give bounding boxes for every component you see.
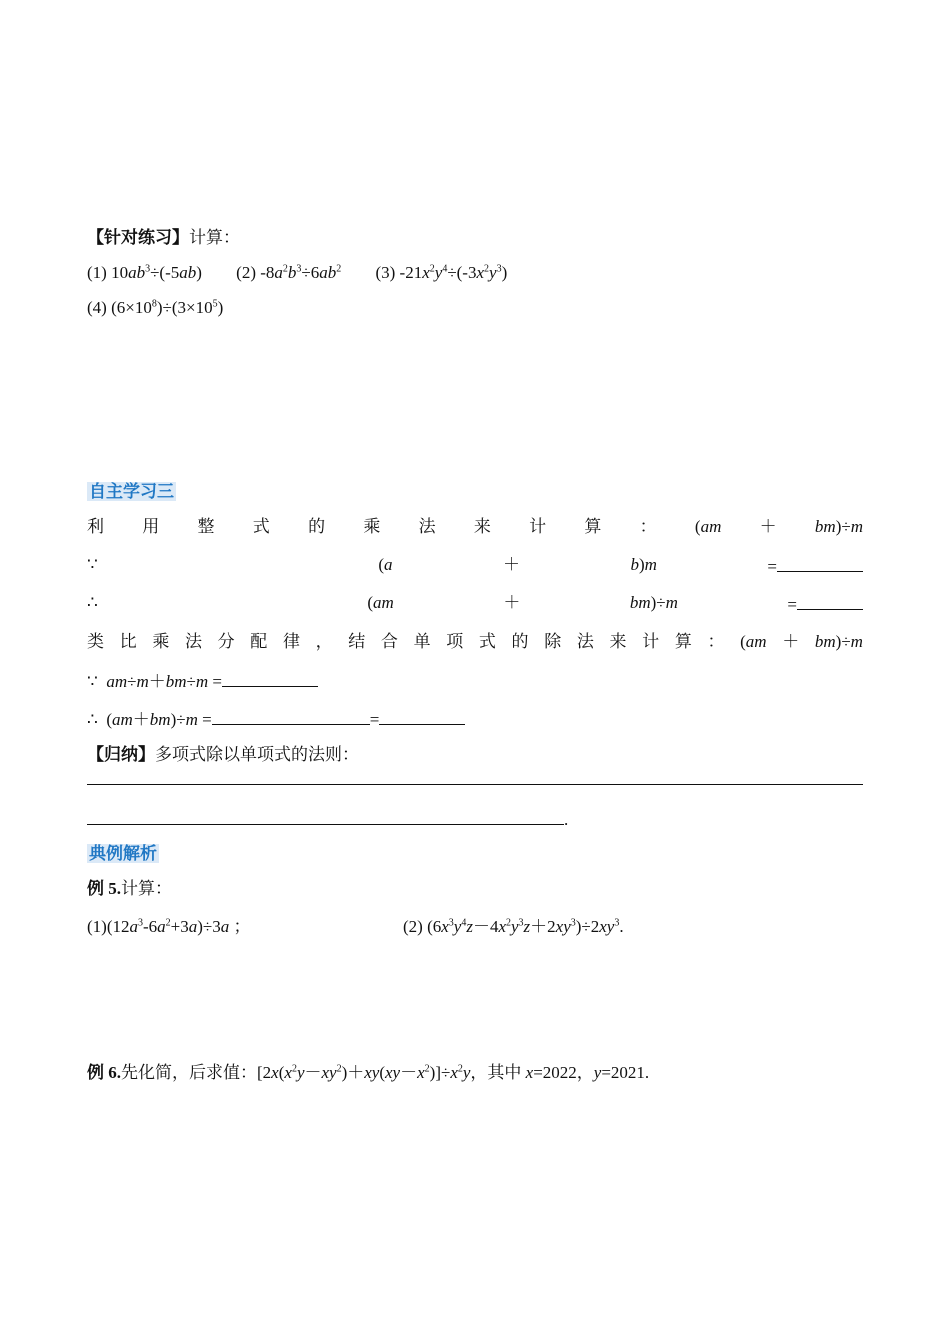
char: ，: [315, 632, 333, 651]
example-5-label: 例 5.: [87, 879, 121, 898]
summary-answer-rule-1[interactable]: [87, 784, 863, 785]
practice-title-suffix: 计算：: [189, 228, 240, 247]
self-study-line-4: [87, 631, 863, 653]
char: 结: [348, 632, 366, 651]
math-token: b)m: [630, 555, 657, 574]
summary-text: 多项式除以单项式的法则：: [155, 745, 359, 764]
answer-blank[interactable]: [87, 807, 564, 825]
char: 的: [511, 632, 529, 651]
because-symbol: ∵: [87, 672, 98, 691]
answer-blank[interactable]: [212, 707, 370, 725]
practice-heading: [87, 227, 240, 249]
char: 式: [252, 517, 270, 536]
math-token: (am: [694, 517, 722, 536]
math-token: bm)÷m: [629, 593, 678, 612]
char: 计: [529, 517, 547, 536]
answer-blank[interactable]: [379, 707, 465, 725]
practice-problems-row1: [87, 262, 507, 284]
char: 类: [87, 632, 104, 651]
summary-line: [87, 744, 359, 766]
answer-blank[interactable]: [222, 669, 318, 687]
char: 配: [250, 632, 268, 651]
answer-blank[interactable]: [797, 592, 863, 610]
example-5-text: 计算：: [121, 879, 172, 898]
practice-problem-3: (3) $-21x^2y^4\div(-3x^2y^3)$: [375, 263, 508, 282]
answer-blank[interactable]: [777, 554, 863, 572]
math-token: (am: [367, 593, 394, 612]
math-token: (a: [378, 555, 393, 574]
math-token: ＋: [502, 555, 520, 574]
because-symbol: ∵: [87, 555, 98, 574]
char: 乘: [152, 632, 170, 651]
example-5-heading: [87, 878, 172, 900]
examples-title: 典例解析: [89, 844, 157, 863]
char: 利: [87, 517, 104, 536]
self-study-line-5: [87, 669, 318, 693]
char: 比: [119, 632, 137, 651]
char: 用: [142, 517, 160, 536]
math-token: =: [767, 554, 863, 576]
math-token: bm)÷m: [814, 632, 863, 651]
math-token: =: [787, 592, 863, 614]
example-5-problem-2-line: [403, 916, 624, 938]
char: 整: [197, 517, 215, 536]
self-study-line-3: [87, 592, 863, 614]
practice-problem-2: (2) $-8a^2b^3\div 6ab^2$: [236, 263, 342, 282]
self-study-line-2: [87, 554, 863, 576]
math-expression: am÷m＋bm÷m =: [106, 672, 222, 691]
char: ：: [707, 632, 725, 651]
self-study-line-6: ∴ (am＋bm)÷m = =: [87, 707, 465, 731]
char: 算: [674, 632, 692, 651]
math-token: ＋: [759, 517, 777, 536]
char: 法: [418, 517, 436, 536]
self-study-title: 自主学习三: [89, 482, 174, 501]
examples-heading: [87, 843, 159, 865]
char: 乘: [363, 517, 381, 536]
char: 来: [609, 632, 627, 651]
example-6-label: 例 6.: [87, 1063, 121, 1082]
math-token: ＋: [503, 593, 521, 612]
example-6: [87, 1062, 649, 1084]
practice-title: 【针对练习】: [87, 228, 189, 247]
example-5-problem-1: $(1)(12a^3-6a^2+3a)\div 3a$ ；: [87, 917, 251, 936]
self-study-heading: [87, 481, 176, 503]
char: 律: [282, 632, 300, 651]
char: 式: [478, 632, 496, 651]
char: 项: [446, 632, 464, 651]
therefore-symbol: ∴: [87, 710, 98, 729]
practice-problem-1: (1) $10ab^3\div(-5ab)$: [87, 263, 202, 282]
math-token: (am: [740, 632, 767, 651]
char: 计: [642, 632, 660, 651]
char: 法: [576, 632, 594, 651]
practice-problem-4: (4) $(6\times 10^8)\div(3\times 10^5)$: [87, 298, 224, 317]
summary-title: 【归纳】: [87, 745, 155, 764]
char: 单: [413, 632, 431, 651]
char: 分: [217, 632, 235, 651]
math-token: ＋: [782, 632, 800, 651]
math-expression: (am＋bm)÷m =: [106, 710, 212, 729]
example-6-expression: $[2x(x^2y-xy^2)+xy(xy-x^2)]\div x^2y$，其中 x=2022，y=2021.: [257, 1063, 650, 1082]
math-token: bm)÷m: [814, 517, 863, 536]
char: 法: [184, 632, 202, 651]
char: 算: [584, 517, 602, 536]
char: 合: [380, 632, 398, 651]
example-6-text: 先化简，后求值：: [121, 1063, 257, 1082]
summary-answer-line-2: .: [87, 807, 568, 831]
example-5-problem-2: (2) $(6x^3y^4z-4x^2y^3z+2xy^3)\div 2xy^3$.: [403, 917, 624, 936]
char: 除: [544, 632, 562, 651]
char: 的: [308, 517, 326, 536]
char: ：: [639, 517, 657, 536]
practice-problems-row2: [87, 297, 223, 319]
example-5-problems: [87, 916, 251, 938]
self-study-line-1: [87, 516, 863, 538]
therefore-symbol: ∴: [87, 593, 98, 612]
char: 来: [473, 517, 491, 536]
